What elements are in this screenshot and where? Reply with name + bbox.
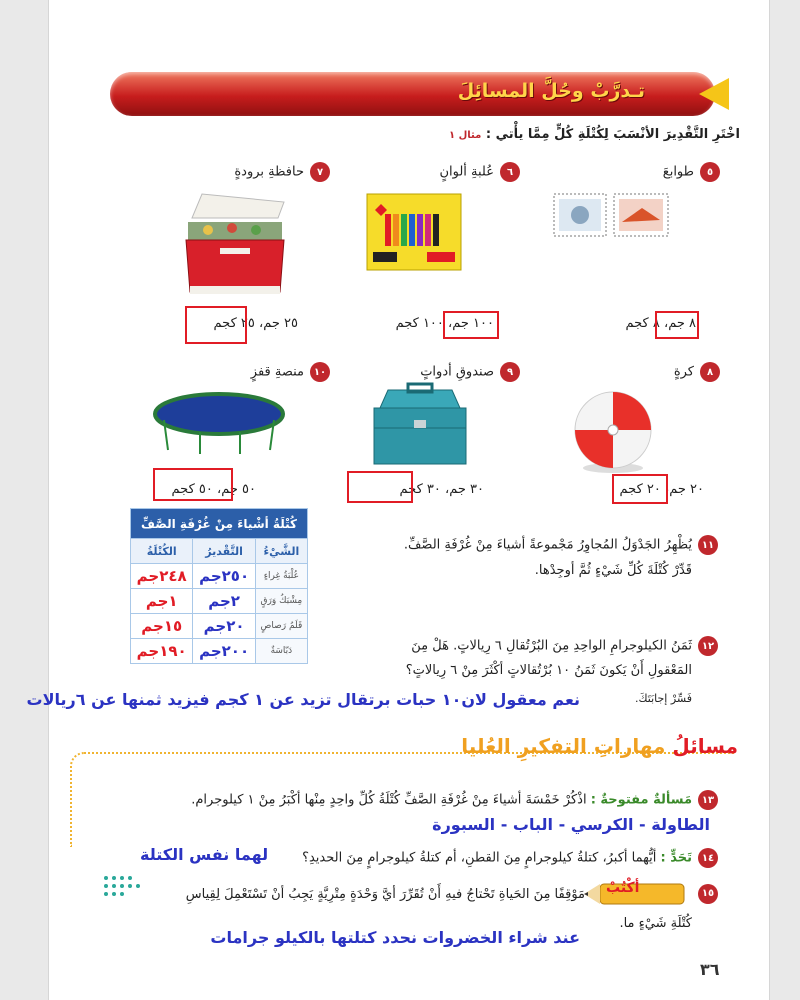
item-label: حافظةِ برودةٍ	[234, 164, 304, 180]
question-15-line2: كُتْلَةِ شَيْءٍ ما.	[619, 916, 692, 931]
table-cell: عُلْبَةُ غِراءٍ	[255, 564, 307, 589]
hots-title	[461, 734, 738, 758]
page-number: ٣٦	[700, 960, 720, 979]
instruction-text: اخْتَرِ التَّقْدِيرَ الأنْسَبَ لِكُتْلَةِ كُلٍّ مِمَّا يأْتي :	[485, 127, 740, 142]
question-number-badge: ١٥	[698, 884, 718, 904]
trampoline-image	[150, 390, 288, 456]
question-text: أيُّهما أكبرُ، كتلةُ كيلوجرامٍ مِنَ القطنِ، أم كتلةُ كيلوجرامٍ مِنَ الحديدِ؟	[302, 850, 657, 866]
question-text: ثَمَنُ الكيلوجرامِ الواحِدِ مِنَ البُرْتُقالِ ٦ رِيالاتٍ. هَلْ مِنَ	[411, 638, 692, 654]
table-cell	[193, 589, 255, 614]
section-title: تـدرَّبْ وحُلَّ المسائِلَ	[457, 80, 645, 102]
table-row	[131, 564, 308, 589]
answer-13: الطاولة - الكرسي - الباب - السبورة	[432, 815, 710, 834]
table-cell: مِشْبَكُ وَرَقٍ	[255, 589, 307, 614]
item-5-label	[663, 162, 720, 182]
ball-image	[568, 388, 658, 476]
table-cell	[131, 639, 193, 664]
item-8-options: ٢٠ جم، ٢٠ كجم	[619, 482, 704, 497]
hots-title-accent: مسائلُ	[672, 734, 738, 758]
write-tag: أكْتُبْ	[606, 880, 640, 896]
question-number-badge: ١٣	[698, 790, 718, 810]
table-cell	[193, 614, 255, 639]
answer-mark-6	[443, 311, 499, 339]
item-10-label	[251, 362, 330, 382]
item-number-badge: ٧	[310, 162, 330, 182]
item-6-options: ١٠٠ جم، ١٠٠ كجم	[395, 316, 494, 331]
handwritten-answer: ١٩٠جم	[136, 642, 187, 660]
question-11	[404, 535, 718, 555]
table-row	[131, 589, 308, 614]
table-title: كُتْلَةُ أشْياءَ مِنْ غُرْفَةِ الصَّفِّ	[131, 509, 308, 539]
table-row	[131, 639, 308, 664]
answer-mark-5	[655, 311, 699, 339]
toolbox-image	[368, 380, 472, 468]
question-13	[191, 790, 718, 810]
answer-14: لهما نفس الكتلة	[140, 845, 269, 864]
column-header: الشَّيْءُ	[255, 539, 307, 564]
item-number-badge: ٦	[500, 162, 520, 182]
hots-title-rest: مهاراتِ التفكيرِ العُليا	[461, 734, 666, 758]
handwritten-answer: ٢٤٨جم	[136, 567, 187, 585]
handwritten-answer: ٢٥٠جم	[199, 567, 250, 585]
answer-mark-7	[185, 306, 247, 344]
item-number-badge: ٩	[500, 362, 520, 382]
question-12-line2: المَعْقولِ أَنْ يَكونَ ثَمَنُ ١٠ بُرْتُقالاتٍ أكْثَرَ مِنْ ٦ رِيالاتٍ؟	[405, 663, 692, 678]
item-5-options: ٨ جم، ٨ كجم	[625, 316, 696, 331]
item-number-badge: ٨	[700, 362, 720, 382]
table-cell	[131, 614, 193, 639]
table-cell	[193, 564, 255, 589]
banner-arrow-icon	[699, 78, 729, 110]
question-text: اذْكُرْ خَمْسَةَ أشياءَ مِنْ غُرْفَةِ الصَّفِّ كُتْلَةُ كُلِّ واحِدٍ مِنْها أكْبَرُ مِنْ ١ كيلوجرام.	[191, 792, 587, 808]
table-cell: قَلَمُ رَصاصٍ	[255, 614, 307, 639]
question-15-line1: مَوْقِفًا مِنَ الحَياةِ تَحْتاجُ فيهِ أَنْ تُقَرِّرَ أيَّ وَحْدَةٍ مِتْرِيَّةٍ يَجِبُ أنْ تَسْتَعْمِلَ لِقِياسِ	[185, 887, 585, 902]
item-label: صندوقِ أدواتٍ	[420, 364, 494, 380]
question-number-badge: ١٢	[698, 636, 718, 656]
item-label: منصةِ قفزٍ	[250, 364, 304, 380]
mass-table	[130, 508, 308, 664]
item-9-options: ٣٠ جم، ٣٠ كجم	[399, 482, 484, 497]
item-9-label	[420, 362, 520, 382]
column-header: الكُتْلَةُ	[131, 539, 193, 564]
decorative-dots-icon	[100, 872, 150, 902]
handwritten-answer: ١٥جم	[141, 617, 183, 635]
table-cell	[131, 589, 193, 614]
item-label: طوابعَ	[662, 164, 694, 180]
cooler-image	[180, 188, 290, 300]
table-row	[131, 614, 308, 639]
question-tag: مَسألةٌ مفتوحةٌ :	[590, 792, 692, 808]
item-number-badge: ٥	[700, 162, 720, 182]
handwritten-answer: ٢جم	[208, 592, 240, 610]
question-12	[411, 636, 718, 656]
answer-mark-9	[347, 471, 413, 503]
item-10-options: ٥٠ جم، ٥٠ كجم	[171, 482, 256, 497]
question-11-line2: قَدِّرْ كُتْلَةَ كُلِّ شَيْءٍ ثُمَّ أوجِدْها.	[534, 563, 692, 578]
item-7-options: ٢٥ جم، ٢٥ كجم	[213, 316, 298, 331]
write-pencil-badge	[692, 883, 718, 904]
instruction	[449, 127, 740, 142]
color-box-image	[365, 192, 463, 272]
item-8-label	[674, 362, 720, 382]
table-cell	[131, 564, 193, 589]
item-label: كرةٍ	[673, 364, 694, 380]
item-number-badge: ١٠	[310, 362, 330, 382]
section-banner	[110, 72, 715, 116]
item-7-label	[234, 162, 330, 182]
question-12-line3: فَسِّرْ إجابَتَكَ.	[635, 692, 692, 705]
handwritten-answer: ٢٠٠جم	[199, 642, 250, 660]
table-cell: دَبّاسَةٌ	[255, 639, 307, 664]
item-label: عُلبةِ ألوانٍ	[439, 164, 494, 180]
handwritten-answer: ١جم	[145, 592, 178, 610]
question-text: يُظْهِرُ الجَدْوَلُ المُجاوِرُ مَجْموعةً أشياءَ مِنْ غُرْفَةِ الصَّفِّ.	[403, 537, 692, 553]
answer-mark-10	[153, 468, 233, 501]
question-number-badge: ١١	[698, 535, 718, 555]
stamps-image	[552, 192, 670, 238]
table-cell	[193, 639, 255, 664]
question-tag: تَحَدٍّ :	[660, 850, 692, 866]
column-header: التَّقْديرُ	[193, 539, 255, 564]
answer-15: عند شراء الخضروات نحدد كتلتها بالكيلو جرامات	[210, 928, 580, 947]
answer-12: نعم معقول لان١٠ حبات برتقال تزيد عن ١ كجم فيزيد ثمنها عن ٦ريالات	[26, 690, 580, 709]
handwritten-answer: ٢٠جم	[203, 617, 245, 635]
question-14	[302, 848, 718, 868]
item-6-label	[439, 162, 520, 182]
question-number-badge: ١٤	[698, 848, 718, 868]
answer-mark-8	[612, 474, 668, 504]
example-link[interactable]: مثال ١	[449, 130, 482, 141]
